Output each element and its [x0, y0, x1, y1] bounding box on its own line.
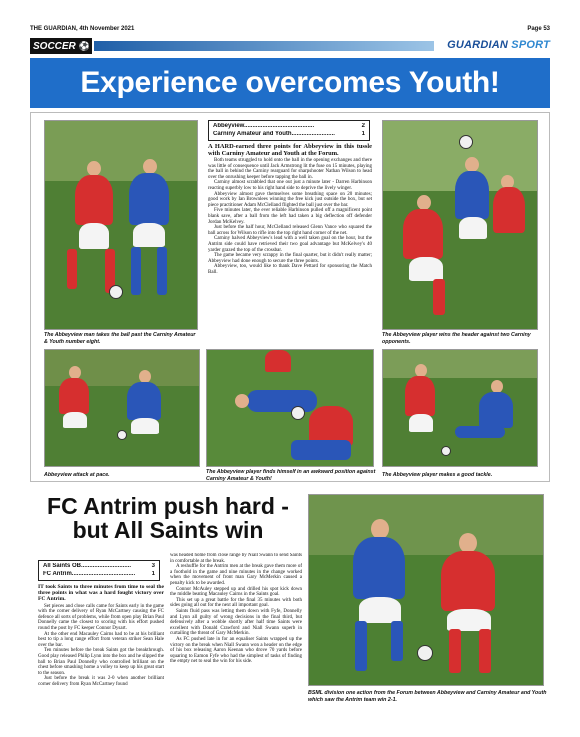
story2-paragraph: This set up a great battle for the final 35 minutes with both sides going all out for the next all important goal. [170, 597, 302, 609]
story2-paragraph: At the other end Macauley Cairns had to be at his brilliant best to tip a long range effort from veteran striker Sean Hale over the bar. [38, 631, 164, 648]
story2-paragraph: Connor McAuley stepped up and drilled his spot kick down the middle beating Macauley Cairns in the Saints goal. [170, 586, 302, 598]
soccer-ball-icon: ⚽ [78, 41, 90, 51]
photo-4 [206, 349, 374, 467]
story2-paragraph: Just before the break it was 2-0 when another brilliant corner delivery from Ryan McCartney found [38, 676, 164, 687]
photo-5-caption: The Abbeyview player makes a good tackle. [382, 472, 493, 478]
photo-1 [44, 120, 198, 330]
story1-article [208, 143, 372, 341]
section-label: SOCCER ⚽ [30, 38, 92, 54]
brand-logo: GUARDIAN SPORT [447, 39, 550, 51]
story2-column-1 [38, 584, 164, 708]
story1-paragraph: The game became very scrappy in the final quarter, but it didn't really matter; Abbeyview had done enough to secure the three points. [208, 253, 372, 264]
story1-headline: Experience overcomes Youth! [80, 66, 500, 99]
story1-paragraph: Abbeyview, too, would like to thank Dave Pettard for sponsoring the Match Ball. [208, 264, 372, 275]
headline-banner [30, 58, 550, 108]
publication-date: THE GUARDIAN, 4th November 2021 [30, 26, 135, 32]
section-bar [30, 38, 550, 54]
story1-paragraph: Both teams struggled to hold onto the ball in the opening exchanges and there was little of consequence until Jack Armstrong lit the fuse on 15 minutes, playing the ball in behind the Carniny rearguard for sharpshooter Nathan Wilson to head over the onrushing keeper before tapping the ball in. [208, 158, 372, 180]
story2-paragraph: A reshuffle for the Antrim men at the break gave them more of a foothold in the game and nine minutes in the change worked when the movement of front man Gary McMerkin caused a penalty kick to be awarded. [170, 564, 302, 586]
page-number: Page 53 [527, 26, 550, 32]
story2-scoreline [38, 560, 160, 581]
photo-4-caption: The Abbeyview player finds himself in an awkward position against Carniny Amateur & Youth! [206, 469, 376, 482]
page-header [30, 26, 550, 36]
section-strip [94, 41, 434, 51]
photo-6-caption: BSML division one action from the Forum between Abbeyview and Carniny Amateur and Youth which saw the Antrim team win 2-1. [308, 690, 547, 703]
photo-5 [382, 349, 538, 467]
story2-paragraph: Set pieces and close calls came for Saints early in the game with the corner delivery of Ryan McCartney causing the FC defence all sorts of problems, while from open play Brian Paul Donnelly came the closest to scoring with his effort pushed round the post by FC keeper Connor Dysart. [38, 603, 164, 631]
photo-6 [308, 494, 544, 686]
story1-paragraph: Just before the half hour, McClelland released Glenn Vance who squared the ball across for Wilson to rifle into the top right hand corner of the net. [208, 225, 372, 236]
story2-headline: FC Antrim push hard - but All Saints win [47, 493, 289, 543]
story1-paragraph: Five minutes later, the ever reliable Harbinson pulled off a magnificent point blank save, after a ball from the left had taken a big deflection off defender Jordan McKelvey. [208, 208, 372, 225]
story2-paragraph: Saints fluid pass was letting them down with Fyfe, Donnelly and Lynn all guilty of wrong decisions in the final third, but defensively after a wobble shortly after half time Saints were excellent with Donald Crawford and Niall Swann superb in curtailing the threat of Gary McMerkin. [170, 608, 302, 637]
story2-paragraph: As FC pushed late in for an equaliser Saints wrapped up the victory on the break when Niall Swann won a header on the edge of his box releasing Aaron Keenan who drove 70 yards before squaring to Eamon Fyfe who had the simplest of tasks of finding the empty net to seal the win for his side. [170, 636, 302, 665]
story1-paragraph: Carniny almost scrabbled that one out just a minute later - Darren Harbinson reacting superbly low to his right hand side to deprive the lively winger. [208, 180, 372, 191]
story1-scoreline [208, 120, 370, 141]
photo-2-caption: The Abbeyview player wins the header against two Carniny opponents. [382, 332, 531, 345]
score-row-home: All Saints OB.............................. 3 [43, 563, 155, 569]
photo-3-caption: Abbeyview attack at pace. [44, 472, 110, 478]
photo-3 [44, 349, 200, 467]
story1-paragraph: Abbeyview almost gave themselves some breathing space on 20 minutes; good work by Ian Brownlees winning the free kick just outside the box, but set piece practitioner Adam McClelland flighted the ball just over the bar. [208, 191, 372, 208]
story2-column-2 [170, 553, 302, 713]
story2-paragraph: Ten minutes before the break Saints got the breakthrough. Good play released Philip Lynn into the box and he slipped the ball to Brian Paul Donnelly who controlled brilliant on the chest before smashing home a volley to keep up his great start to the season. [38, 648, 164, 676]
score-row-away: Carniny Amateur and Youth.......................... 1 [213, 130, 365, 137]
story2-paragraph: was headed home from close range by Niall Swann to send Saints in comfortable at the break. [170, 553, 302, 564]
story1-lede: A HARD-earned three points for Abbeyview in this tussle with Carniny Amateur and Youth at the Forum. [208, 143, 372, 157]
score-row-away: FC Antrim...................................... 1 [43, 570, 155, 577]
story2-lede: IT took Saints to three minutes from time to seal the three points in what was a hard fought victory over FC Antrim. [38, 584, 164, 603]
photo-1-caption: The Abbeyview man takes the ball past the Carniny Amateur & Youth number eight. [44, 332, 196, 345]
score-row-home: Abbeyview.......................................... 2 [213, 123, 365, 129]
story1-paragraph: Carniny halved Abbeyview's lead with a well taken goal on the hour, but the Antrim side could have retrieved their two goal advantage but McKelvey's 40 yarder grazed the top of the crossbar. [208, 236, 372, 253]
photo-2 [382, 120, 538, 330]
